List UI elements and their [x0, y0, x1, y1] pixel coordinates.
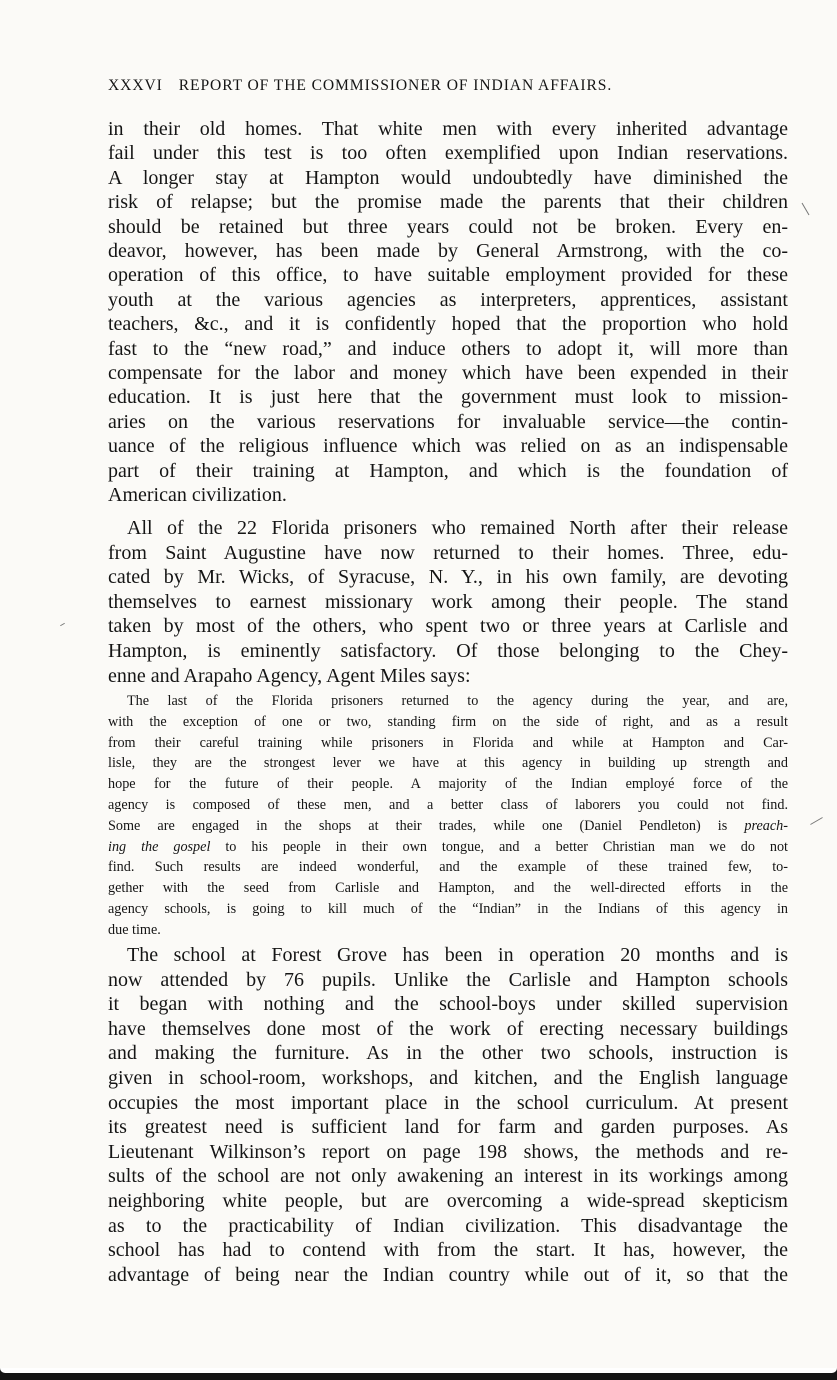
- text-line: fail under this test is too often exemplified upon Indian reservations.: [108, 142, 788, 165]
- margin-mark: [802, 203, 810, 216]
- text-line: operation of this office, to have suitable employment provided for these: [108, 264, 788, 287]
- paragraph-3: [108, 943, 788, 1287]
- text-line: teachers, &c., and it is confidently hoped that the proportion who hold: [108, 313, 788, 336]
- scan-border: [0, 1368, 837, 1380]
- text-line: enne and Arapaho Agency, Agent Miles says:: [108, 664, 471, 687]
- text-line: American civilization.: [108, 484, 287, 507]
- quote-line: gether with the seed from Carlisle and Hampton, and the well-directed efforts in the: [108, 880, 788, 897]
- quote-line: The last of the Florida prisoners returned to the agency during the year, and are,: [127, 693, 788, 709]
- text-line: Hampton, is eminently satisfactory. Of those belonging to the Chey-: [108, 639, 788, 662]
- text-line: occupies the most important place in the school curriculum. At present: [108, 1091, 788, 1114]
- quote-line: lisle, they are the strongest lever we have at this agency in building up strength and: [108, 755, 788, 772]
- text-line: cated by Mr. Wicks, of Syracuse, N. Y., in his own family, are devoting: [108, 566, 788, 589]
- paragraph-1: [108, 117, 788, 508]
- text-line: now attended by 76 pupils. Unlike the Carlisle and Hampton schools: [108, 968, 788, 991]
- text-line: fast to the “new road,” and induce others to adopt it, will more than: [108, 337, 788, 360]
- text-line: All of the 22 Florida prisoners who remained North after their release: [127, 517, 788, 539]
- text-line: from Saint Augustine have now returned to their homes. Three, edu-: [108, 541, 788, 564]
- margin-mark: [60, 623, 65, 626]
- text-line: education. It is just here that the government must look to mission-: [108, 386, 788, 409]
- text-line: it began with nothing and the school-boys under skilled supervision: [108, 993, 788, 1016]
- quote-line: from their careful training while prisoners in Florida and while at Hampton and Car-: [108, 734, 788, 751]
- text-line: taken by most of the others, who spent two or three years at Carlisle and: [108, 615, 788, 638]
- text-line: risk of relapse; but the promise made the parents that their children: [108, 191, 788, 214]
- text-line: have themselves done most of the work of erecting necessary buildings: [108, 1017, 788, 1040]
- quote-line: hope for the future of their people. A majority of the Indian employé force of the: [108, 776, 788, 793]
- text-line: school has had to contend with from the start. It has, however, the: [108, 1239, 788, 1262]
- text-line: should be retained but three years could not be broken. Every en-: [108, 215, 788, 238]
- text-line: and making the furniture. As in the other two schools, instruction is: [108, 1042, 788, 1065]
- quote-line: agency is composed of these men, and a better class of laborers you could not find.: [108, 796, 788, 813]
- text-line: youth at the various agencies as interpreters, apprentices, assistant: [108, 288, 788, 311]
- quote-line: due time.: [108, 921, 161, 938]
- text-line: deavor, however, has been made by General Armstrong, with the co-: [108, 240, 788, 263]
- page-folio: XXXVI: [108, 77, 163, 94]
- quote-line: agency schools, is going to kill much of the “Indian” in the Indians of this agency in: [108, 900, 788, 917]
- text-line: uance of the religious influence which was relied on as an indispensable: [108, 435, 788, 458]
- text-line: themselves to earnest missionary work among their people. The stand: [108, 590, 788, 613]
- text-line: sults of the school are not only awakening an interest in its workings among: [108, 1165, 788, 1188]
- quote-line: Some are engaged in the shops at their trades, while one (Daniel Pendleton) is preach-: [108, 817, 788, 834]
- text-line: compensate for the labor and money which have been expended in their: [108, 362, 788, 385]
- running-header: [108, 77, 743, 95]
- text-line: Lieutenant Wilkinson’s report on page 198 shows, the methods and re-: [108, 1140, 788, 1163]
- text-line: as to the practicability of Indian civilization. This disadvantage the: [108, 1214, 788, 1237]
- text-line: The school at Forest Grove has been in operation 20 months and is: [127, 944, 788, 966]
- text-line: in their old homes. That white men with every inherited advantage: [108, 118, 788, 140]
- text-line: aries on the various reservations for invaluable service—the contin-: [108, 410, 788, 433]
- text-line: A longer stay at Hampton would undoubtedly have diminished the: [108, 166, 788, 189]
- italic-emphasis: ing the gospel: [108, 838, 211, 855]
- quote-line: find. Such results are indeed wonderful, and the example of these trained few, to-: [108, 859, 788, 876]
- paragraph-2: [108, 516, 788, 688]
- text-line: neighboring white people, but are overcoming a wide-spread skepticism: [108, 1189, 788, 1212]
- quote-line: with the exception of one or two, standing firm on the side of right, and as a result: [108, 713, 788, 730]
- margin-mark: [810, 817, 823, 825]
- text-line: advantage of being near the Indian country while out of it, so that the: [108, 1263, 788, 1286]
- italic-emphasis: preach-: [744, 817, 788, 834]
- quote-line: ing the gospel to his people in their own tongue, and a better Christian man we do not: [108, 838, 788, 855]
- running-title: REPORT OF THE COMMISSIONER OF INDIAN AFFAIRS.: [178, 77, 613, 94]
- text-line: given in school-room, workshops, and kitchen, and the English language: [108, 1066, 788, 1089]
- text-line: its greatest need is sufficient land for farm and garden purposes. As: [108, 1116, 788, 1139]
- text-line: part of their training at Hampton, and which is the foundation of: [108, 459, 788, 482]
- block-quote: [108, 691, 788, 941]
